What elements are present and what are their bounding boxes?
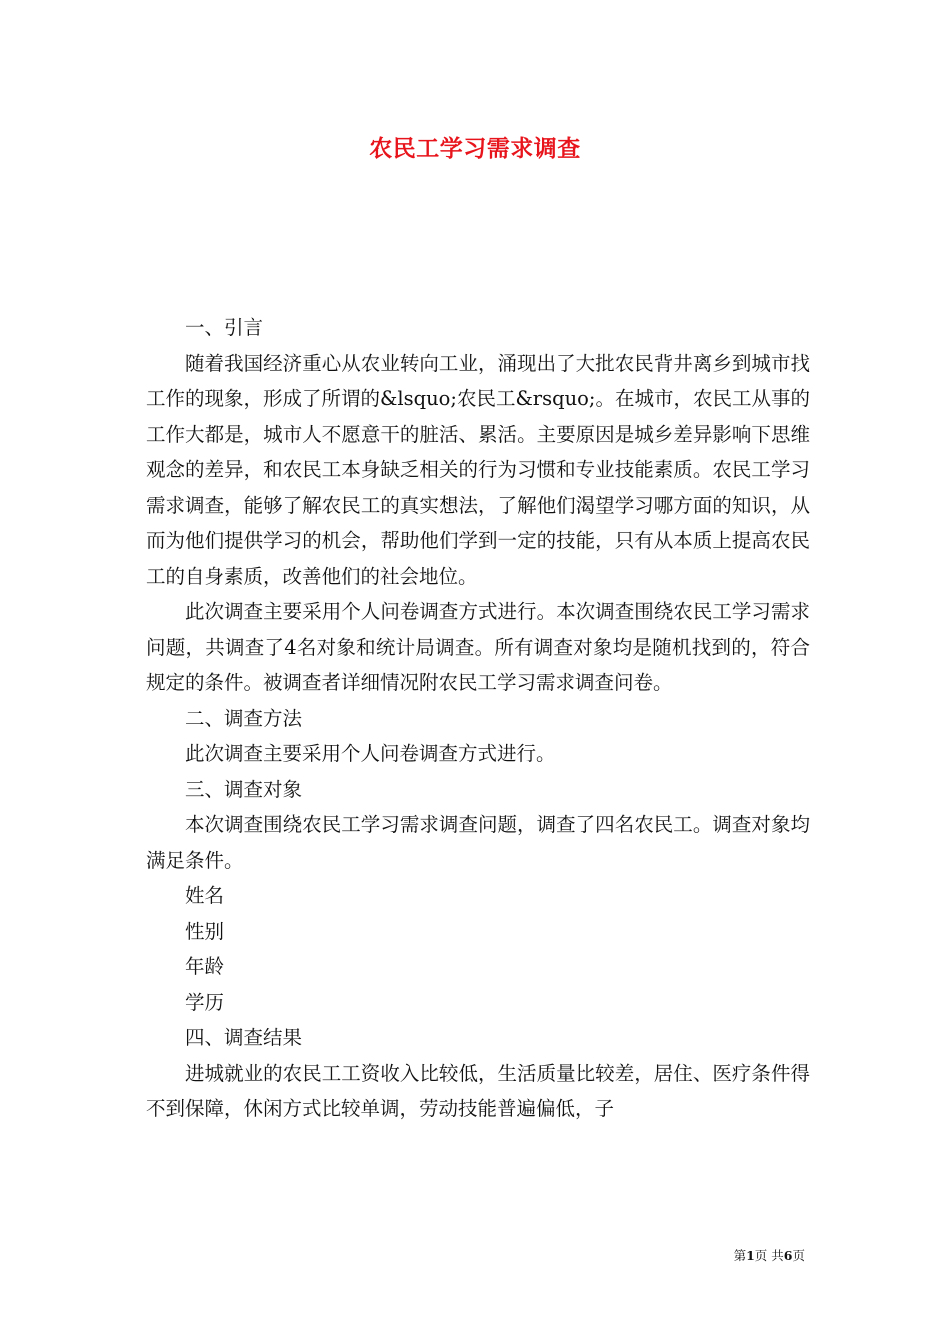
field-label-gender: 性别 [185, 919, 225, 943]
section-heading-results: 四、调查结果 [185, 1026, 303, 1049]
paragraph-intro: 随着我国经济重心从农业转向工业，涌现出了大批农民背井离乡到城市找工作的现象，形成了所谓的&lsquo;农民工&rsquo;。在城市，农民工从事的工作大都是，城市人不愿意干的脏活、累活。主要原因是城乡差异影响下思维观念的差异，和农民工本身缺乏相关的行为习惯和专业技能素质。农民工学习需求调查，能够了解农民工的真实想法，了解他们渴望学习哪方面的知识，从而为他们提供学习的机会，帮助他们学到一定的技能，只有从本质上提高农民工的自身素质，改善他们的社会地位。 [146, 351, 810, 588]
field-label-name: 姓名 [185, 884, 225, 907]
field-label-education: 学历 [185, 990, 225, 1014]
document-title: 农民工学习需求调查 [369, 135, 581, 162]
paragraph-results: 进城就业的农民工工资收入比较低，生活质量比较差，居住、医疗条件得不到保障，休闲方式比较单调，劳动技能普遍偏低，子 [146, 1061, 810, 1120]
footer-suffix: 页 [792, 1248, 805, 1263]
section-heading-method: 二、调查方法 [185, 706, 303, 730]
total-pages-number: 6 [783, 1248, 793, 1263]
footer-prefix: 第 [733, 1248, 747, 1263]
page-footer [734, 1246, 805, 1264]
section-heading-subjects: 三、调查对象 [185, 777, 303, 801]
paragraph-survey-overview: 此次调查主要采用个人问卷调查方式进行。本次调查围绕农民工学习需求问题，共调查了4名对象和统计局调查。所有调查对象均是随机找到的，符合规定的条件。被调查者详细情况附农民工学习需求调查问卷。 [146, 600, 810, 694]
paragraph-subjects: 本次调查围绕农民工学习需求调查问题，调查了四名农民工。调查对象均满足条件。 [146, 813, 810, 872]
paragraph-method: 此次调查主要采用个人问卷调查方式进行。 [185, 742, 556, 765]
current-page-number: 1 [746, 1248, 755, 1263]
field-label-age: 年龄 [185, 955, 225, 978]
document-body [146, 310, 810, 1127]
section-heading-introduction: 一、引言 [185, 316, 264, 339]
footer-middle: 页 共 [754, 1248, 784, 1263]
